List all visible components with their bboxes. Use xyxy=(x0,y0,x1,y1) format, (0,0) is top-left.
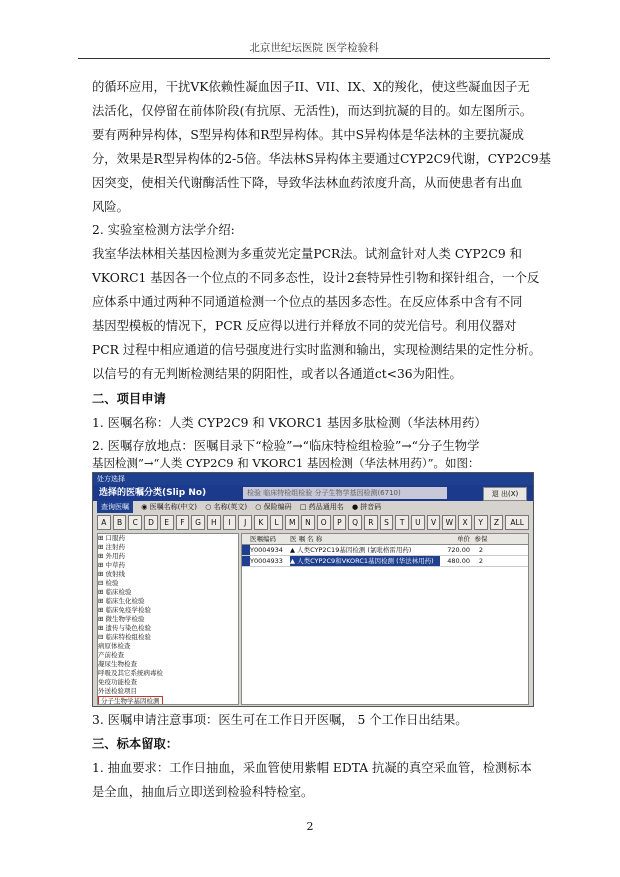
col-name: 医 嘱 名 称 xyxy=(290,535,323,543)
letter-key-n[interactable]: N xyxy=(301,515,315,530)
col-code: 医嘱编码 xyxy=(250,535,276,543)
letter-key-j[interactable]: J xyxy=(238,515,252,530)
para-line: 以信号的有无判断检测结果的阴阳性，或者以各通道ct<36为阳性。 xyxy=(92,367,462,381)
para-line: 应体系中通过两种不同通道检测一个位点的基因多态性。在反应体系中含有不同 xyxy=(92,295,523,309)
list-item: 基因检测”→“人类 CYP2C9 和 VKORC1 基因检测（华法林用药）”。如图： xyxy=(92,456,480,470)
search-options xyxy=(93,501,533,513)
table-row-selected[interactable] xyxy=(242,556,528,567)
list-item: 2. 医嘱存放地点：医嘱目录下“检验”→“临床特检组检验”→“分子生物学 xyxy=(92,439,480,453)
method-heading: 2. 实验室检测方法学介绍: xyxy=(92,223,235,237)
category-path: 检验 临床特检组检验 分子生物学基因检测(6710) xyxy=(243,487,447,499)
tree-node[interactable]: ⊞ 临床免疫学检验 xyxy=(98,606,152,614)
tree-node[interactable]: 呼吸及其它系统病毒检 xyxy=(98,669,163,677)
letter-key-x[interactable]: X xyxy=(458,515,472,530)
tree-node[interactable]: ⊞ 口服药 xyxy=(98,534,126,542)
letter-key-g[interactable]: G xyxy=(191,515,205,530)
letter-key-o[interactable]: O xyxy=(317,515,331,530)
para-line: 风险。 xyxy=(92,200,129,214)
order-system-screenshot xyxy=(92,472,534,707)
tree-node[interactable]: ⊞ 临床生化检验 xyxy=(98,597,145,605)
letter-filter-bar xyxy=(97,515,529,529)
tree-node[interactable]: ⊟ 检验 xyxy=(98,579,119,587)
para-line: 法活化，仅停留在前体阶段(有抗原、无活性)，而达到抗凝的目的。如左图所示。 xyxy=(92,104,532,118)
tree-node[interactable]: ⊞ 微生物学检验 xyxy=(98,615,145,623)
letter-key-k[interactable]: K xyxy=(254,515,268,530)
row-marker xyxy=(242,556,250,566)
cell-price: 480.00 xyxy=(447,557,470,565)
letter-key-s[interactable]: S xyxy=(380,515,394,530)
list-item: 是全血，抽血后立即送到检验科特检室。 xyxy=(92,785,314,799)
tree-node[interactable]: ⊞ 外用药 xyxy=(98,552,126,560)
page-header: 北京世纪坛医院 医学检验科 xyxy=(78,40,550,59)
letter-key-r[interactable]: R xyxy=(364,515,378,530)
tree-node[interactable]: ⊟ 临床特检组检验 xyxy=(98,633,152,641)
para-line: PCR 过程中相应通道的信号强度进行实时监测和输出，实现检测结果的定性分析。 xyxy=(92,343,541,357)
cell-name: ▲ 人类CYP2C19基因检测 (氯吡格雷用药) xyxy=(290,546,412,554)
cell-code: Y0004934 xyxy=(250,546,283,554)
para-line: 的循环应用，干扰VK依赖性凝血因子II、VII、IX、X的羧化，使这些凝血因子无 xyxy=(92,80,530,94)
para-line: 基因型模板的情况下，PCR 反应得以进行并释放不同的荧光信号。利用仪器对 xyxy=(92,319,517,333)
letter-key-f[interactable]: F xyxy=(176,515,190,530)
para-line: 分，效果是R型异构体的2-5倍。华法林S异构体主要通过CYP2C9代谢，CYP2C9基 xyxy=(92,152,551,166)
tree-node[interactable]: 产前检查 xyxy=(98,651,124,659)
tree-node[interactable]: ⊞ 中草药 xyxy=(98,561,126,569)
letter-key-e[interactable]: E xyxy=(160,515,174,530)
letter-key-c[interactable]: C xyxy=(128,515,142,530)
window-title: 处方选择 xyxy=(93,473,533,485)
tree-node[interactable]: ⊞ 放射线 xyxy=(98,570,126,578)
cell-name: ▲ 人类CYP2C9和VKORC1基因检测 (华法林用药) xyxy=(290,556,440,566)
tree-node[interactable] xyxy=(98,696,238,705)
tree-node[interactable]: 病原体检查 xyxy=(98,642,131,650)
letter-key-y[interactable]: Y xyxy=(474,515,488,530)
para-line: VKORC1 基因各一个位点的不同多态性，设计2套特异性引物和探针组合，一个反 xyxy=(92,271,540,285)
tree-node[interactable]: ⊞ 临床检验 xyxy=(98,588,132,596)
cell-insured: 2 xyxy=(478,557,484,565)
order-table xyxy=(241,533,529,705)
letter-key-d[interactable]: D xyxy=(144,515,158,530)
option-en-name[interactable]: ○ 名称(英文) xyxy=(205,503,248,511)
letter-key-q[interactable]: Q xyxy=(348,515,362,530)
para-line: 因突变，使相关代谢酶活性下降，导致华法林血药浓度升高，从而使患者有出血 xyxy=(92,176,523,190)
option-pinyin[interactable]: ● 拼音码 xyxy=(351,503,382,511)
row-marker xyxy=(242,545,250,555)
para-line: 我室华法林相关基因检测为多重荧光定量PCR法。试剂盒针对人类 CYP2C9 和 xyxy=(92,247,522,261)
letter-key-z[interactable]: Z xyxy=(490,515,504,530)
list-item: 3. 医嘱申请注意事项：医生可在工作日开医嘱， 5 个工作日出结果。 xyxy=(92,713,468,727)
letter-key-l[interactable]: L xyxy=(270,515,284,530)
para-line: 要有两种异构体，S型异构体和R型异构体。其中S异构体是华法林的主要抗凝成 xyxy=(92,128,524,142)
col-insured: 参保 xyxy=(474,535,488,543)
table-row[interactable] xyxy=(242,545,528,556)
letter-key-i[interactable]: I xyxy=(223,515,237,530)
option-generic-name[interactable]: □ 药品通用名 xyxy=(299,503,344,511)
tree-node[interactable]: 免疫功能检查 xyxy=(98,678,137,686)
letter-key-p[interactable]: P xyxy=(333,515,347,530)
tree-node[interactable]: ⊞ 注射药 xyxy=(98,543,126,551)
page-number: 2 xyxy=(306,820,314,833)
letter-key-a[interactable]: A xyxy=(97,515,111,530)
col-price: 单价 xyxy=(457,535,470,543)
section-heading: 二、项目申请 xyxy=(92,391,166,406)
tree-node[interactable]: 外送检验项目 xyxy=(98,687,137,695)
category-bar xyxy=(93,485,533,501)
letter-key-all[interactable]: ALL xyxy=(505,515,529,530)
option-cn-name[interactable]: ◉ 医嘱名称(中文) xyxy=(141,503,198,511)
letter-key-h[interactable]: H xyxy=(207,515,221,530)
letter-key-v[interactable]: V xyxy=(427,515,441,530)
cell-code: Y0004933 xyxy=(250,557,283,565)
tree-node[interactable]: ⊞ 遗传与染色检验 xyxy=(98,624,152,632)
letter-key-m[interactable]: M xyxy=(285,515,299,530)
letter-key-u[interactable]: U xyxy=(411,515,425,530)
letter-key-t[interactable]: T xyxy=(395,515,409,530)
query-label: 查询医嘱 xyxy=(97,501,133,513)
exit-button[interactable]: 退 出(X) xyxy=(483,487,527,501)
list-item: 1. 抽血要求：工作日抽血，采血管使用紫帽 EDTA 抗凝的真空采血管，检测标本 xyxy=(92,761,532,775)
letter-key-w[interactable]: W xyxy=(442,515,456,530)
tree-node[interactable]: 凝尿生物检查 xyxy=(98,660,137,668)
table-header xyxy=(242,534,528,545)
letter-key-b[interactable]: B xyxy=(113,515,127,530)
tree-node-selected[interactable]: 分子生物学基因检测 xyxy=(98,696,163,705)
section-heading: 三、标本留取： xyxy=(92,736,179,751)
cell-price: 720.00 xyxy=(447,546,470,554)
col-marker xyxy=(242,534,250,544)
order-tree xyxy=(97,533,239,705)
option-insurance-code[interactable]: ○ 保险编码 xyxy=(255,503,292,511)
list-item: 1. 医嘱名称：人类 CYP2C9 和 VKORC1 基因多肽检测（华法林用药） xyxy=(92,416,487,430)
category-label: 选择的医嘱分类(Slip No) xyxy=(99,488,207,498)
cell-insured: 2 xyxy=(478,546,484,554)
